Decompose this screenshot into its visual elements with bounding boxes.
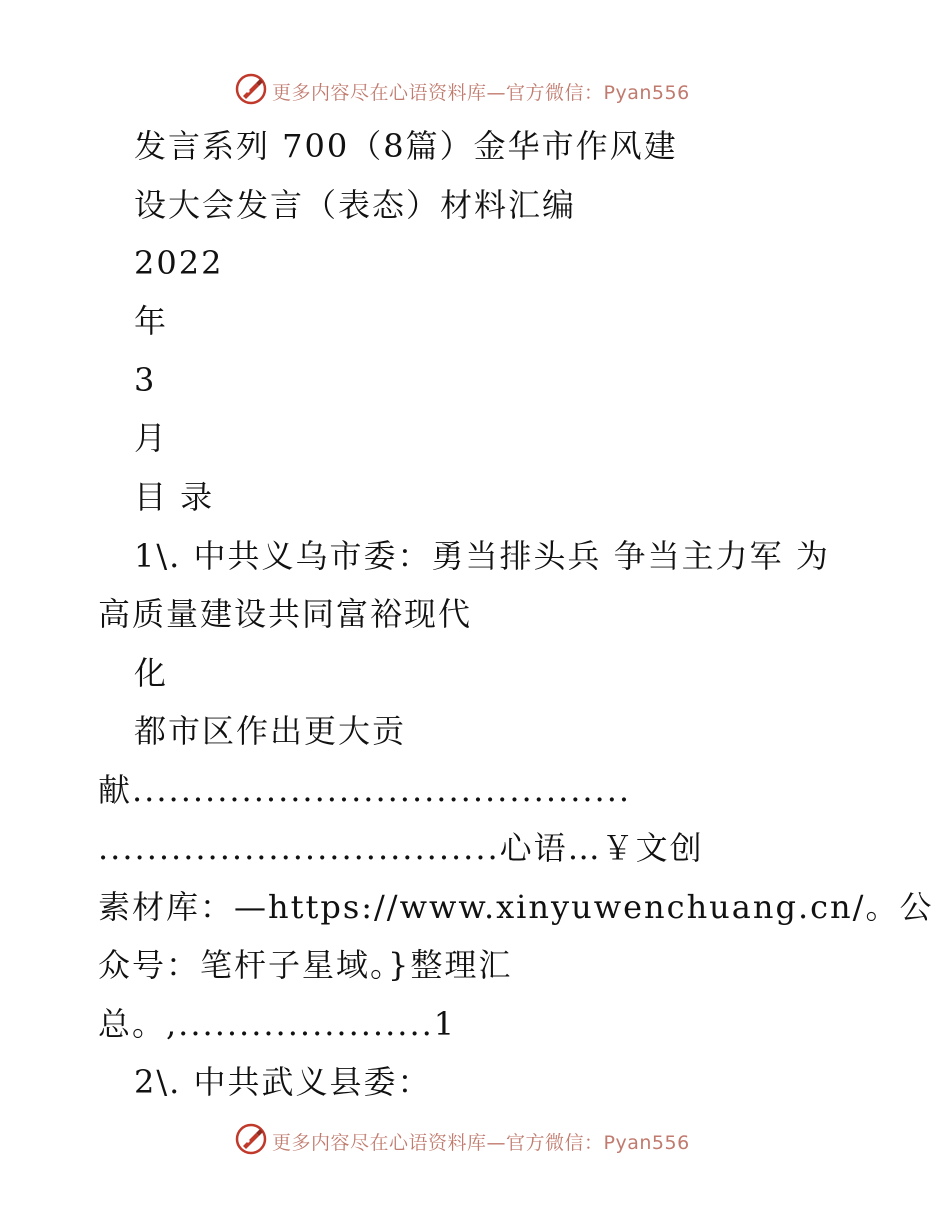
footer-banner <box>0 1120 950 1160</box>
doc-year-unit: 年 <box>134 302 169 340</box>
banner-text: 更多内容尽在心语资料库—官方微信：Pyan556 <box>272 82 690 104</box>
toc-item-1-line-8: 众号：笔杆子星域。}整理汇 <box>98 946 513 984</box>
toc-item-1-page: 总。,.....................1 <box>98 1005 457 1043</box>
toc-item-1-line-4: 都市区作出更大贡 <box>134 712 407 750</box>
toc-item-1-line-2: 高质量建设共同富裕现代 <box>98 595 473 633</box>
toc-item-1-line-1: 1\. 中共义乌市委：勇当排头兵 争当主力军 为 <box>134 537 830 575</box>
doc-title-line-1: 发言系列 700（8篇）金华市作风建 <box>134 127 678 165</box>
doc-month-unit: 月 <box>134 419 169 457</box>
pen-logo-icon <box>234 1122 268 1156</box>
toc-item-1-line-6: .................................心语…￥文创 <box>98 829 704 867</box>
toc-heading: 目 录 <box>134 478 215 516</box>
toc-item-1-line-3: 化 <box>134 654 169 692</box>
toc-item-1-line-5: 献......................................... <box>98 771 632 809</box>
toc-item-1-line-7: 素材库：—https://www.xinyuwenchuang.cn/。公 <box>98 888 934 926</box>
doc-title-line-2: 设大会发言（表态）材料汇编 <box>134 186 577 224</box>
toc-item-2-line-1: 2\. 中共武义县委： <box>134 1063 432 1101</box>
doc-month: 3 <box>134 361 157 399</box>
banner-text: 更多内容尽在心语资料库—官方微信：Pyan556 <box>272 1132 690 1154</box>
doc-year: 2022 <box>134 244 224 282</box>
